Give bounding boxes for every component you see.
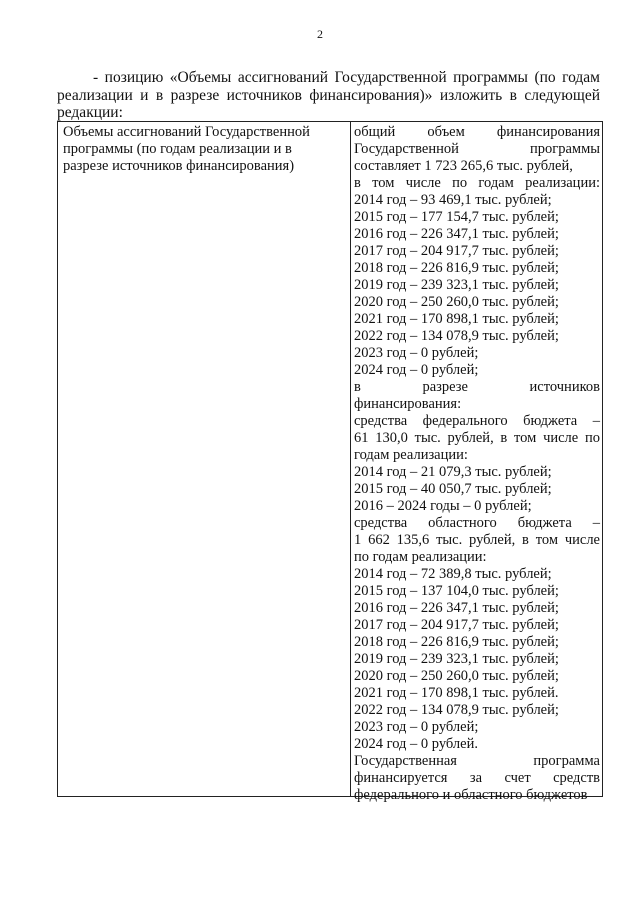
funding-line: 2016 год – 226 347,1 тыс. рублей;	[354, 226, 559, 242]
funding-line: 2022 год – 134 078,9 тыс. рублей;	[354, 702, 559, 718]
funding-line: 2014 год – 93 469,1 тыс. рублей;	[354, 192, 552, 208]
funding-line: 2018 год – 226 816,9 тыс. рублей;	[354, 634, 559, 650]
funding-line: 2019 год – 239 323,1 тыс. рублей;	[354, 277, 559, 293]
funding-line: 2020 год – 250 260,0 тыс. рублей;	[354, 294, 559, 310]
funding-line: 61 130,0 тыс. рублей, в том числе по	[354, 430, 600, 446]
funding-line: 2014 год – 72 389,8 тыс. рублей;	[354, 566, 552, 582]
funding-line: по годам реализации:	[354, 549, 487, 565]
funding-line: 2022 год – 134 078,9 тыс. рублей;	[354, 328, 559, 344]
funding-line: 2021 год – 170 898,1 тыс. рублей;	[354, 311, 559, 327]
funding-line: 2024 год – 0 рублей;	[354, 362, 479, 378]
title-line: Объемы ассигнований Государственной	[63, 124, 310, 140]
funding-line: финансируется за счет средств	[354, 770, 600, 786]
funding-line: 2018 год – 226 816,9 тыс. рублей;	[354, 260, 559, 276]
funding-line: 2021 год – 170 898,1 тыс. рублей.	[354, 685, 559, 701]
funding-line: 2015 год – 137 104,0 тыс. рублей;	[354, 583, 559, 599]
funding-line: 2014 год – 21 079,3 тыс. рублей;	[354, 464, 552, 480]
funding-line: 2016 год – 226 347,1 тыс. рублей;	[354, 600, 559, 616]
funding-table	[57, 121, 603, 803]
intro-paragraph: - позицию «Объемы ассигнований Государственной программы (по годам реализации и в разрезе источников финансирования)» изложить в следующей редакции:	[57, 69, 600, 121]
funding-line: Государственной программы	[354, 141, 600, 157]
funding-line: 2016 – 2024 годы – 0 рублей;	[354, 498, 532, 514]
funding-line: 2019 год – 239 323,1 тыс. рублей;	[354, 651, 559, 667]
funding-line: 2023 год – 0 рублей;	[354, 345, 479, 361]
funding-line: средства федерального бюджета –	[354, 413, 600, 429]
funding-line: 2024 год – 0 рублей.	[354, 736, 478, 752]
funding-line: 2015 год – 40 050,7 тыс. рублей;	[354, 481, 552, 497]
funding-line: годам реализации:	[354, 447, 468, 463]
funding-line: 1 662 135,6 тыс. рублей, в том числе	[354, 532, 600, 548]
funding-line: средства областного бюджета –	[354, 515, 600, 531]
funding-line: 2017 год – 204 917,7 тыс. рублей;	[354, 617, 559, 633]
funding-line: составляет 1 723 265,6 тыс. рублей,	[354, 158, 573, 174]
funding-line: 2023 год – 0 рублей;	[354, 719, 479, 735]
funding-line: федерального и областного бюджетов	[354, 787, 588, 803]
title-line: программы (по годам реализации и в	[63, 141, 292, 157]
funding-line: финансирования:	[354, 396, 462, 412]
funding-line: общий объем финансирования	[354, 124, 600, 140]
funding-line: 2017 год – 204 917,7 тыс. рублей;	[354, 243, 559, 259]
table-cell-title	[58, 122, 351, 796]
funding-line: Государственная программа	[354, 753, 600, 769]
funding-line: 2020 год – 250 260,0 тыс. рублей;	[354, 668, 559, 684]
funding-line: в разрезе источников	[354, 379, 600, 395]
title-line: разрезе источников финансирования)	[63, 158, 295, 174]
table-cell-funding-details	[351, 122, 602, 803]
funding-line: в том числе по годам реализации:	[354, 175, 600, 191]
funding-line: 2015 год – 177 154,7 тыс. рублей;	[354, 209, 559, 225]
page-number: 2	[317, 27, 323, 41]
